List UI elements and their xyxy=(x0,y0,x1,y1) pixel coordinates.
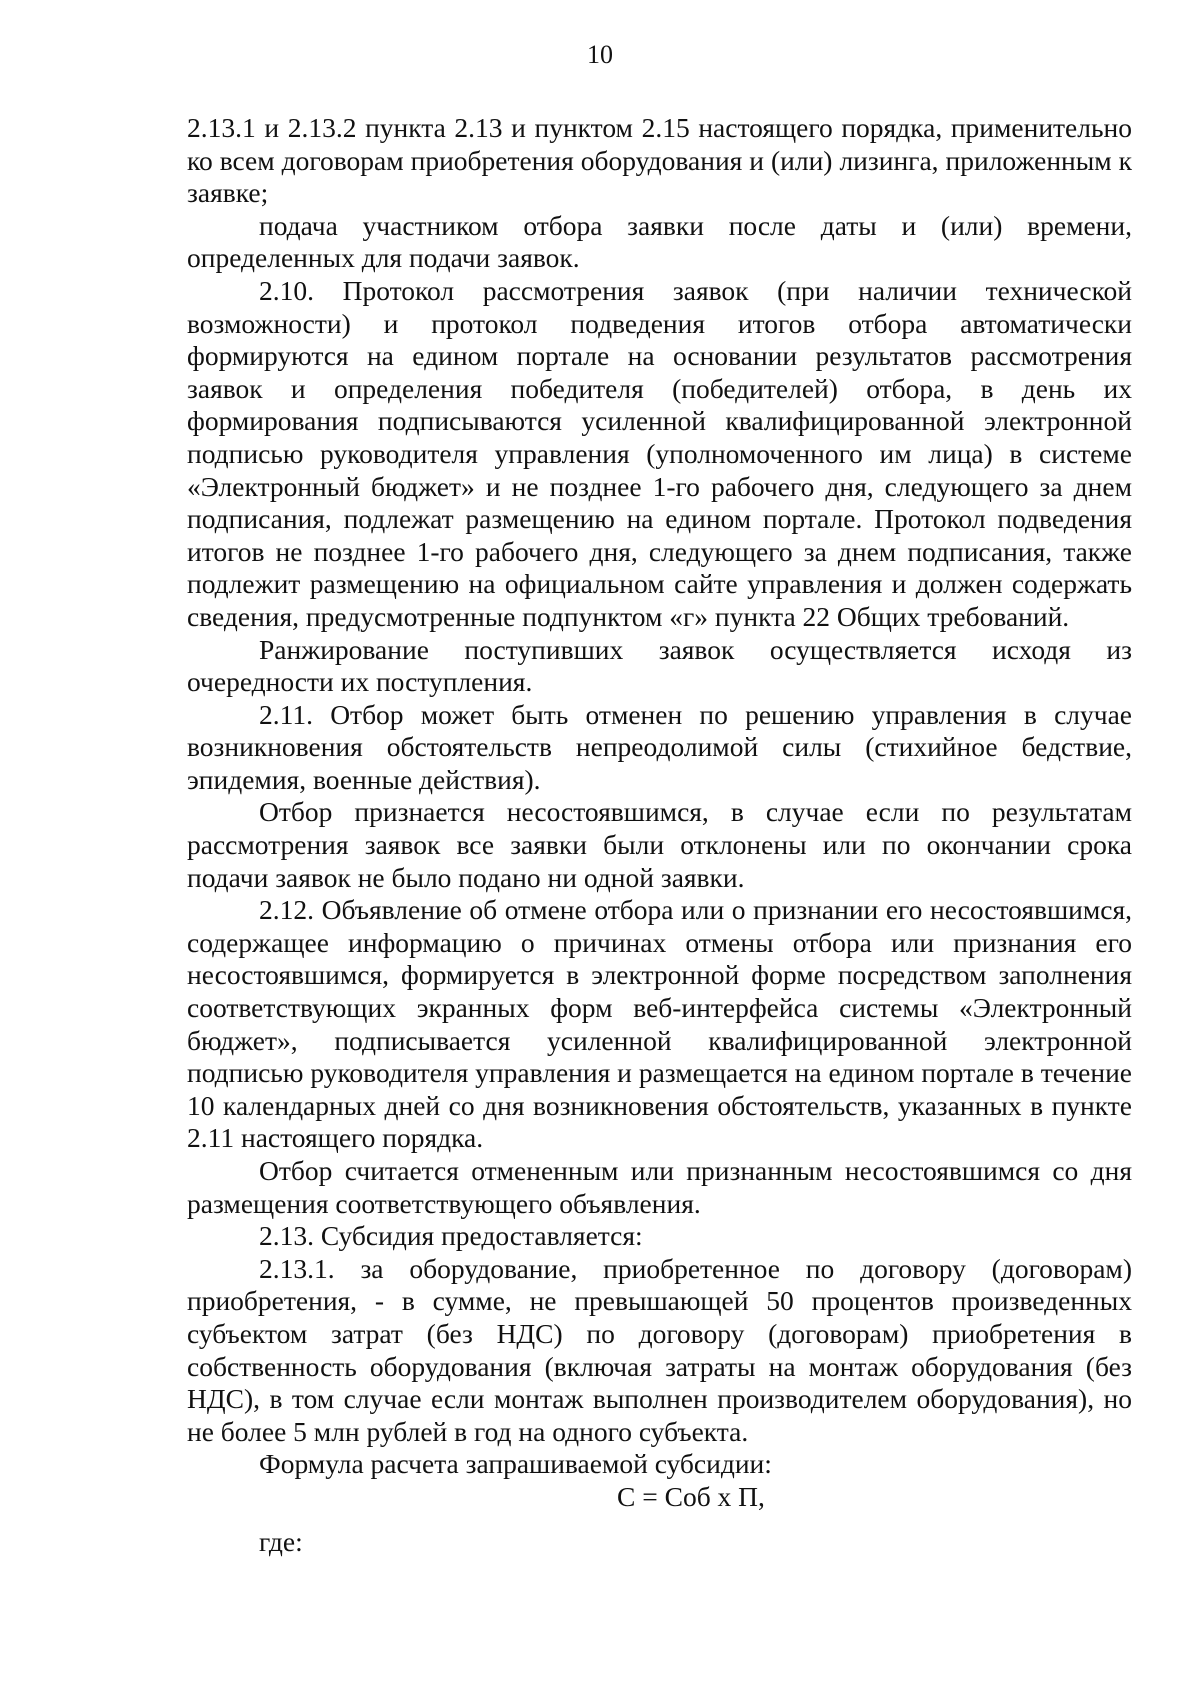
where-label: где: xyxy=(259,1525,303,1557)
formula: С = Соб х П, xyxy=(617,1480,765,1512)
paragraph: подача участником отбора заявки после даты и (или) времени, определенных для подачи заявок. xyxy=(187,209,1132,274)
paragraph-2-10: 2.10. Протокол рассмотрения заявок (при наличии технической возможности) и протокол подведения итогов отбора автоматически формируются на едином портале на основании результатов рассмотрения заявок и определения победителя (победителей) отбора, в день их формирования подписываются усиленной квалифицированной электронной подписью руководителя управления (уполномоченного им лица) в системе «Электронный бюджет» и не позднее 1-го рабочего дня, следующего за днем подписания, подлежат размещению на едином портале. Протокол подведения итогов не позднее 1-го рабочего дня, следующего за днем подписания, также подлежит размещению на официальном сайте управления и должен содержать сведения, предусмотренные подпунктом «г» пункта 22 Общих требований. xyxy=(187,274,1132,632)
page-number: 10 xyxy=(587,40,613,69)
paragraph: Отбор признается несостоявшимся, в случае если по результатам рассмотрения заявок все заявки были отклонены или по окончании срока подачи заявок не было подано ни одной заявки. xyxy=(187,796,1132,893)
paragraph: Ранжирование поступивших заявок осуществляется исходя из очередности их поступления. xyxy=(187,633,1132,698)
paragraph: Отбор считается отмененным или признанным несостоявшимся со дня размещения соответствующего объявления. xyxy=(187,1155,1132,1219)
document-body xyxy=(187,112,1132,1558)
paragraph-2-13: 2.13. Субсидия предоставляется: xyxy=(259,1220,643,1252)
paragraph: 2.13.1 и 2.13.2 пункта 2.13 и пунктом 2.15 настоящего порядка, применительно ко всем договорам приобретения оборудования и (или) лизинга, приложенным к заявке; xyxy=(187,112,1132,209)
paragraph-2-12: 2.12. Объявление об отмене отбора или о признании его несостоявшимся, содержащее информацию о причинах отмены отбора или признания его несостоявшимся, формируется в электронной форме посредством заполнения соответствующих экранных форм веб-интерфейса системы «Электронный бюджет», подписывается усиленной квалифицированной электронной подписью руководителя управления и размещается на едином портале в течение 10 календарных дней со дня возникновения обстоятельств, указанных в пункте 2.11 настоящего порядка. xyxy=(187,894,1132,1154)
paragraph-2-13-1: 2.13.1. за оборудование, приобретенное по договору (договорам) приобретения, - в сумме, не превышающей 50 процентов произведенных субъектом затрат (без НДС) по договору (договорам) приобретения в собственность оборудования (включая затраты на монтаж оборудования (без НДС), в том случае если монтаж выполнен производителем оборудования), но не более 5 млн рублей в год на одного субъекта. xyxy=(187,1252,1132,1447)
paragraph-2-11: 2.11. Отбор может быть отменен по решению управления в случае возникновения обстоятельств непреодолимой силы (стихийное бедствие, эпидемия, военные действия). xyxy=(187,698,1132,795)
paragraph-formula-intro: Формула расчета запрашиваемой субсидии: xyxy=(259,1448,772,1480)
